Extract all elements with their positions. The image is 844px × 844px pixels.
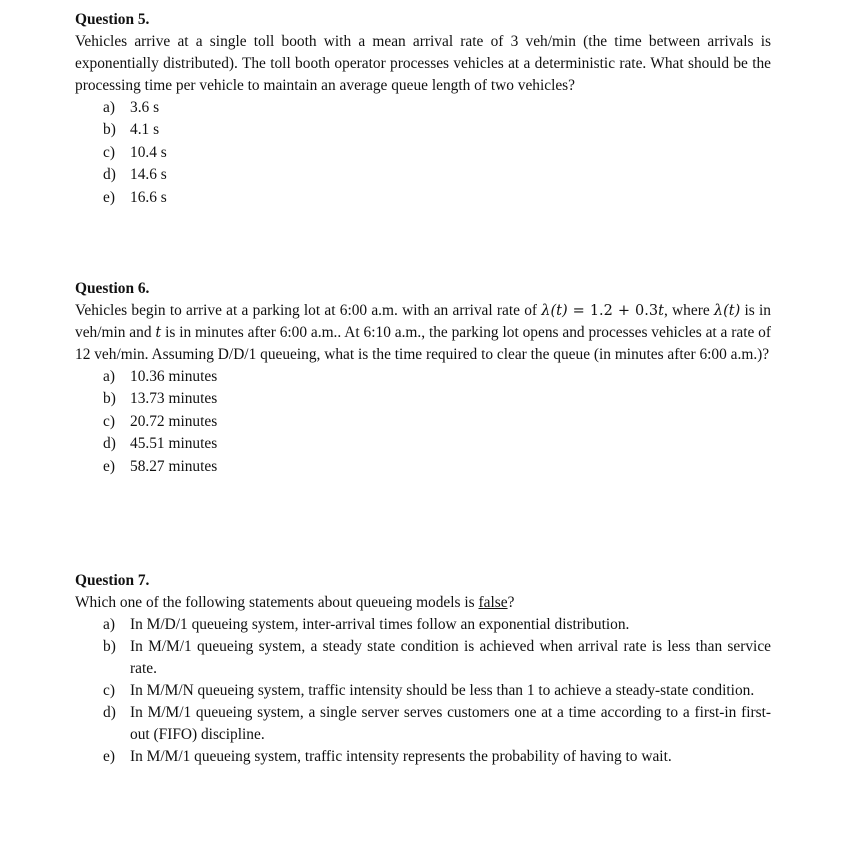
option-a xyxy=(75,97,771,119)
option-d xyxy=(75,433,771,455)
option-letter: e) xyxy=(103,457,115,475)
option-e xyxy=(75,746,771,768)
option-b xyxy=(75,119,771,141)
option-text: 3.6 s xyxy=(130,99,160,116)
option-letter: c) xyxy=(103,143,115,161)
option-text: 4.1 s xyxy=(130,121,160,139)
option-text: In M/M/1 queueing system, traffic intensity represents the probability of having to wait. xyxy=(130,748,672,765)
answer-options xyxy=(75,97,771,209)
math-lambda: λ xyxy=(541,303,551,319)
option-text: In M/M/N queueing system, traffic intensity should be less than 1 to achieve a steady-state condition. xyxy=(130,682,755,699)
question-5 xyxy=(75,9,771,209)
option-a xyxy=(75,614,771,636)
question-text-part: Which one of the following statements about queueing models is xyxy=(75,594,479,611)
option-letter: b) xyxy=(103,390,116,408)
question-text xyxy=(75,300,771,366)
question-6 xyxy=(75,278,771,478)
option-e xyxy=(75,187,771,209)
option-letter: a) xyxy=(103,368,115,385)
option-letter: a) xyxy=(103,99,115,116)
question-text-part: , where xyxy=(663,302,714,319)
emphasis-false: false xyxy=(478,594,508,611)
option-text: In M/M/1 queueing system, a single server serves customers one at a time according to a first-in first-out (FIFO) discipline. xyxy=(130,704,771,743)
question-text-part: Vehicles begin to arrive at a parking lot at 6:00 a.m. with an arrival rate of xyxy=(75,302,542,319)
math-lambda: λ xyxy=(713,303,724,319)
option-c xyxy=(75,142,771,164)
option-letter: c) xyxy=(103,412,115,430)
question-text xyxy=(75,592,771,614)
option-text: In M/D/1 queueing system, inter-arrival times follow an exponential distribution. xyxy=(130,616,630,633)
answer-options xyxy=(75,366,771,478)
option-d xyxy=(75,164,771,186)
question-text: Vehicles arrive at a single toll booth with a mean arrival rate of 3 veh/min (the time between arrivals is exponentially distributed). The toll booth operator processes vehicles at a deterministic rate. What should be the processing time per vehicle to maintain an average queue length of two vehicles? xyxy=(75,33,771,94)
option-letter: c) xyxy=(103,682,115,699)
option-text: In M/M/1 queueing system, a steady state condition is achieved when arrival rate is less than service rate. xyxy=(130,638,771,677)
math-t-paren: (t) xyxy=(723,303,741,319)
option-text: 14.6 s xyxy=(130,166,167,184)
lambda-symbol xyxy=(714,303,740,319)
math-equation: = 1.2 + 0.3 xyxy=(567,303,659,319)
math-t: t xyxy=(658,303,664,319)
option-letter: d) xyxy=(103,435,116,453)
option-a xyxy=(75,366,771,388)
option-letter: e) xyxy=(103,188,115,206)
answer-options xyxy=(75,614,771,768)
option-c xyxy=(75,411,771,433)
question-text-part: is in minutes after 6:00 a.m.. At 6:10 a.m., the parking lot opens and processes vehicles at a rate of 12 veh/min. Assuming D/D/1 queueing, what is the time required to clear the queue (in minutes after 6:00 a.m.)? xyxy=(75,324,771,363)
option-letter: b) xyxy=(103,121,116,139)
option-letter: e) xyxy=(103,748,115,765)
option-text: 16.6 s xyxy=(130,188,167,206)
question-7 xyxy=(75,570,771,768)
option-letter: a) xyxy=(103,616,115,633)
option-c xyxy=(75,680,771,702)
option-text: 13.73 minutes xyxy=(130,390,218,408)
option-letter: b) xyxy=(103,638,116,655)
question-title: Question 6. xyxy=(75,280,150,297)
option-e xyxy=(75,456,771,478)
arrival-rate-formula xyxy=(541,303,664,319)
option-letter: d) xyxy=(103,166,116,184)
option-text: 20.72 minutes xyxy=(130,412,218,430)
question-text-part: ? xyxy=(507,594,515,611)
option-d xyxy=(75,702,771,746)
question-text-part: is in veh/min and xyxy=(75,302,772,341)
math-t-paren: (t) xyxy=(550,303,568,319)
option-text: 10.4 s xyxy=(130,143,167,161)
option-letter: d) xyxy=(103,704,116,721)
option-text: 10.36 minutes xyxy=(130,368,218,385)
question-title: Question 5. xyxy=(75,11,150,28)
t-symbol: t xyxy=(155,325,162,341)
option-text: 58.27 minutes xyxy=(130,457,218,475)
question-title: Question 7. xyxy=(75,572,150,589)
option-b xyxy=(75,388,771,410)
option-b xyxy=(75,636,771,680)
option-text: 45.51 minutes xyxy=(130,435,218,453)
